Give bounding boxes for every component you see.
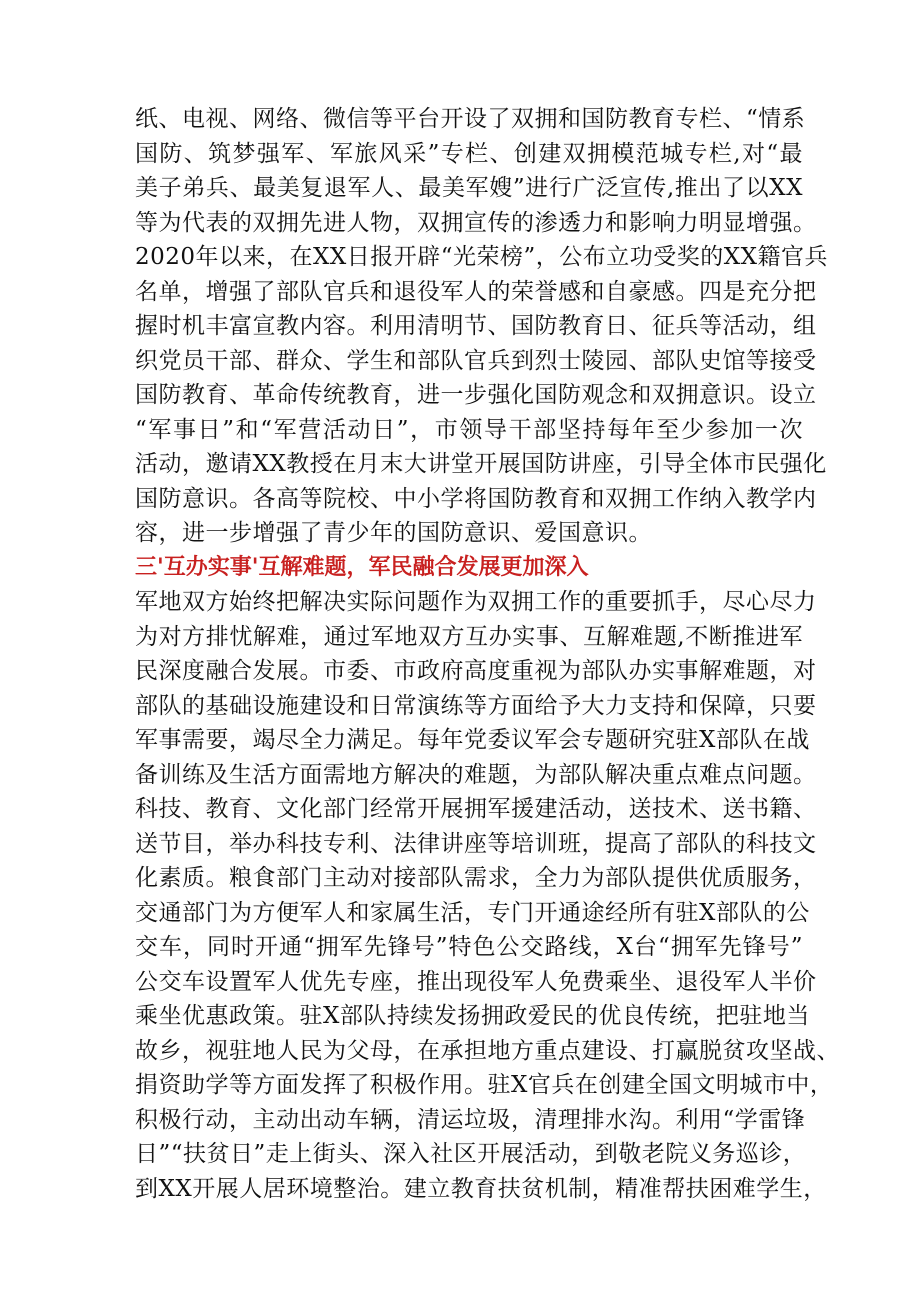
section-heading-three: 三'互办实事'互解难题，军民融合发展更加深入	[135, 554, 589, 580]
text-line: 交通部门为方便军人和家属生活，专门开通途经所有驻X部队的公	[135, 899, 810, 926]
text-line: 国防教育、革命传统教育，进一步强化国防观念和双拥意识。设立	[135, 382, 817, 408]
text-line: 化素质。粮食部门主动对接部队需求，全力为部队提供优质服务，	[135, 865, 817, 891]
text-line: 公交车设置军人优先专座，推出现役军人免费乘坐、退役军人半价	[135, 968, 817, 995]
text-line: 为对方排忧解难，通过军地双方互办实事、互解难题,不断推进军	[135, 623, 803, 650]
text-line: 积极行动，主动出动车辆，清运垃圾，清理排水沟。利用“学雷锋	[135, 1106, 806, 1133]
text-line: 美子弟兵、最美复退军人、最美军嫂”进行广泛宣传,推出了以XX	[135, 175, 803, 201]
text-line: 国防、筑梦强军、军旅风采”专栏、创建双拥模范城专栏,对“最	[135, 140, 803, 167]
text-line: “军事日”和“军营活动日”，市领导干部坚持每年至少参加一次	[135, 416, 803, 443]
text-line: 科技、教育、文化部门经常开展拥军援建活动，送技术、送书籍、	[135, 796, 817, 822]
text-line: 交车，同时开通“拥军先锋号”特色公交路线，X台“拥军先锋号”	[135, 934, 803, 960]
text-line: 日”“扶贫日”走上街头、深入社区开展活动，到敬老院义务巡诊，	[135, 1141, 807, 1167]
text-line: 纸、电视、网络、微信等平台开设了双拥和国防教育专栏、“情系	[135, 106, 806, 132]
text-line: 活动，邀请XX教授在月末大讲堂开展国防讲座，引导全体市民强化	[135, 451, 827, 477]
document-page	[135, 102, 840, 1206]
text-line: 故乡，视驻地人民为父母，在承担地方重点建设、打赢脱贫攻坚战、	[135, 1037, 840, 1064]
text-line: 到XX开展人居环境整治。建立教育扶贫机制，精准帮扶困难学生，	[135, 1175, 827, 1202]
text-line: 军事需要，竭尽全力满足。每年党委议军会专题研究驻X部队在战	[135, 727, 810, 753]
text-line: 民深度融合发展。市委、市政府高度重视为部队办实事解难题，对	[135, 658, 817, 684]
text-line: 握时机丰富宣教内容。利用清明节、国防教育日、征兵等活动，组	[135, 313, 817, 339]
text-line: 部队的基础设施建设和日常演练等方面给予大力支持和保障，只要	[135, 692, 817, 719]
text-line: 容，进一步增强了青少年的国防意识、爱国意识。	[135, 520, 652, 546]
text-line: 等为代表的双拥先进人物，双拥宣传的渗透力和影响力明显增强。	[135, 209, 817, 236]
text-line: 乘坐优惠政策。驻X部队持续发扬拥政爱民的优良传统，把驻地当	[135, 1003, 810, 1029]
text-line: 捐资助学等方面发挥了积极作用。驻X官兵在创建全国文明城市中，	[135, 1072, 834, 1098]
text-line: 备训练及生活方面需地方解决的难题，为部队解决重点难点问题。	[135, 761, 817, 788]
paragraph-military-civil-publicity	[135, 102, 829, 551]
paragraph-mutual-practical-affairs	[135, 585, 840, 1206]
text-line: 名单，增强了部队官兵和退役军人的荣誉感和自豪感。四是充分把	[135, 278, 817, 305]
text-line: 送节目，举办科技专利、法律讲座等培训班，提高了部队的科技文	[135, 830, 817, 857]
text-line: 军地双方始终把解决实际问题作为双拥工作的重要抓手，尽心尽力	[135, 589, 817, 615]
text-line: 2020年以来，在XX日报开辟“光荣榜”，公布立功受奖的XX籍官兵	[135, 244, 829, 270]
text-line: 国防意识。各高等院校、中小学将国防教育和双拥工作纳入教学内	[135, 485, 817, 512]
text-line: 织党员干部、群众、学生和部队官兵到烈士陵园、部队史馆等接受	[135, 347, 817, 374]
